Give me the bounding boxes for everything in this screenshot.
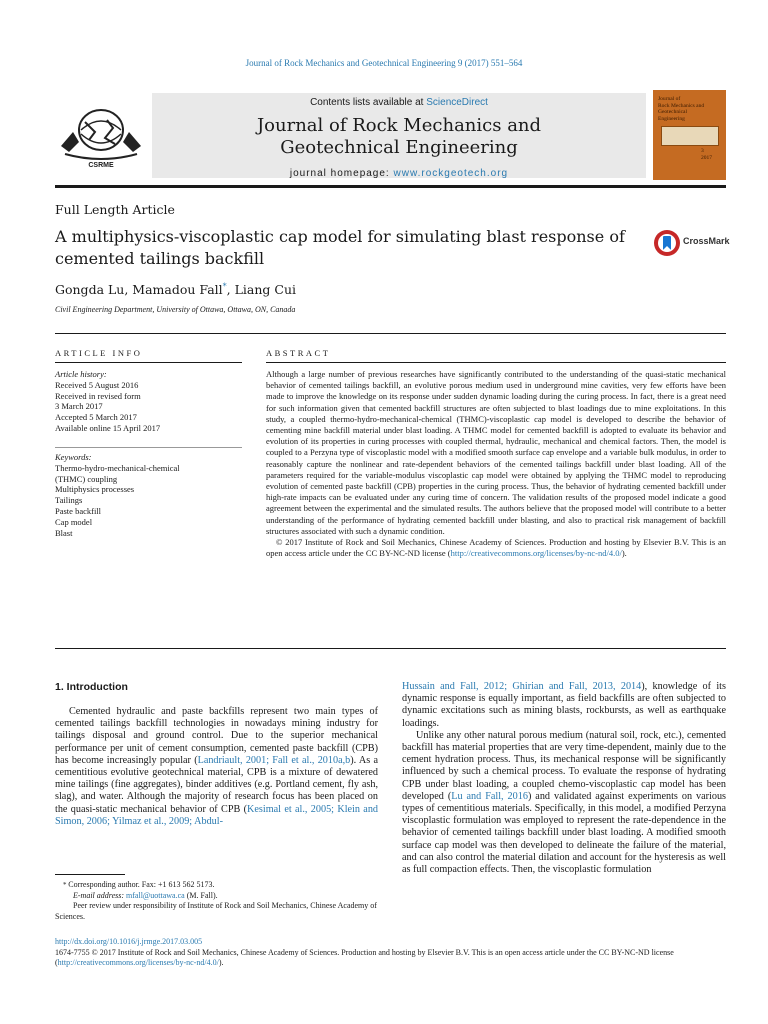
bottom-license-link[interactable]: http://creativecommons.org/licenses/by-nc-nd/4.0/ bbox=[57, 958, 219, 967]
peer-review-note: Peer review under responsibility of Institute of Rock and Soil Mechanics, Chinese Academy of Sciences. bbox=[55, 901, 377, 921]
intro-text: ). As a cementitious evolutive geotechnical material, CPB is a mixture of dewatered mine tailings (fine aggregates), binder additives (e.g. Portland cement, fly ash, slag), and water. Although the majority of research focus has been placed on the quasi-static mechanical behavior of CPB ( bbox=[55, 754, 378, 815]
logo-text: CSRME bbox=[88, 162, 114, 169]
email-suffix: (M. Fall). bbox=[184, 890, 218, 900]
footnote bbox=[55, 880, 378, 922]
intro-text: Cemented hydraulic and paste backfills represent two main types of cemented tailings backfill technologies in nowadays mining industry for tailings disposal and ground control. Due to the superior mechanical performance per unit of cement consumption, cemented paste backfill (CPB) has become increasingly popular ( bbox=[55, 706, 378, 766]
crossmark-icon bbox=[652, 228, 682, 258]
intro-text: ) and validated against experiments on various types of cementitious materials. Specifically, in this model, a modified Perzyna viscoplastic formulation was employed to represent the rate-dependence in the behavior of cemented tailings backfill under blast loading. A modified smooth surface cap model was then developed to delineate the failure of the material, and can also control the material dilation and account for the hysteresis as well as full compaction effects. Then, the viscoplastic formulation bbox=[402, 790, 727, 876]
history-item: Accepted 5 March 2017 bbox=[55, 412, 137, 423]
article-info-rule bbox=[55, 362, 242, 363]
keyword-item: Multiphysics processes bbox=[55, 484, 135, 495]
crossmark-label: CrossMark bbox=[683, 236, 730, 246]
corresponding-author-mark[interactable]: * bbox=[222, 282, 227, 291]
intro-paragraph bbox=[402, 681, 726, 730]
keywords-label: Keywords: bbox=[55, 452, 92, 462]
cover-issue-number: 3 bbox=[701, 148, 704, 154]
keyword-item: (THMC) coupling bbox=[55, 473, 118, 484]
intro-text: ), knowledge of its dynamic response is equally important, as field backfills are often subjected to dynamic excitations such as mining blasts, rockbursts, as well as earthquake loadings. bbox=[402, 681, 726, 729]
cover-issue-year: 2017 bbox=[701, 154, 712, 161]
journal-banner bbox=[55, 90, 726, 180]
abstract-bottom-rule bbox=[55, 648, 726, 649]
abstract-copyright bbox=[266, 537, 726, 559]
history-item: Received 5 August 2016 bbox=[55, 379, 139, 390]
history-label: Article history: bbox=[55, 369, 107, 379]
abstract-body bbox=[266, 369, 726, 559]
keyword-item: Thermo-hydro-mechanical-chemical bbox=[55, 462, 180, 473]
contents-prefix: Contents lists available at bbox=[310, 97, 427, 108]
cover-title bbox=[658, 96, 722, 122]
intro-paragraph bbox=[402, 730, 726, 876]
authors-first: Gongda Lu, Mamadou Fall bbox=[55, 282, 223, 298]
abstract-rule bbox=[266, 362, 726, 363]
keyword-item: Paste backfill bbox=[55, 505, 102, 516]
article-history bbox=[55, 369, 242, 434]
intro-right-column bbox=[402, 681, 726, 876]
contents-line bbox=[152, 97, 646, 108]
intro-paragraph bbox=[55, 706, 378, 828]
journal-title bbox=[152, 115, 646, 159]
bottom-info bbox=[55, 937, 726, 969]
citation-link[interactable]: Kesimal et al., 2005; Klein and Simon, 2006; Yilmaz et al., 2009; Abdul- bbox=[55, 803, 379, 827]
article-type: Full Length Article bbox=[55, 202, 175, 217]
cover-title-line1: Journal of bbox=[658, 96, 681, 102]
cover-title-line2: Rock Mechanics and bbox=[658, 102, 705, 109]
citation-link[interactable]: Lu and Fall, 2016 bbox=[451, 790, 528, 802]
history-item: Available online 15 April 2017 bbox=[55, 422, 161, 433]
keyword-item: Blast bbox=[55, 527, 73, 538]
banner-center bbox=[152, 93, 646, 178]
journal-title-line2: Geotechnical Engineering bbox=[280, 137, 518, 158]
homepage-prefix: journal homepage: bbox=[289, 168, 394, 179]
license-end: ). bbox=[218, 958, 224, 967]
keywords-rule bbox=[55, 447, 242, 448]
journal-reference: Journal of Rock Mechanics and Geotechnical Engineering 9 (2017) 551–564 bbox=[245, 58, 523, 68]
history-item: Received in revised form bbox=[55, 390, 141, 401]
license-link-part1[interactable]: http://creativecommons.org/ bbox=[450, 548, 547, 559]
cover-title-line3: Geotechnical bbox=[658, 109, 688, 115]
footnote-rule bbox=[55, 874, 125, 875]
citation-link[interactable]: Landriault, 2001; Fall et al., 2010a,b bbox=[197, 754, 351, 766]
copyright-end: ). bbox=[621, 548, 627, 559]
corresponding-text: Corresponding author. Fax: +1 613 562 5173. bbox=[68, 880, 215, 889]
email-line bbox=[55, 891, 378, 902]
corresponding-author-note: * Corresponding author. Fax: +1 613 562 5173. bbox=[63, 880, 215, 889]
cover-figure bbox=[661, 126, 719, 146]
intro-left-column bbox=[55, 706, 378, 828]
crossmark-badge[interactable] bbox=[652, 228, 732, 260]
affiliation: Civil Engineering Department, University of Ottawa, Ottawa, ON, Canada bbox=[55, 305, 296, 314]
cover-issue bbox=[701, 148, 712, 161]
homepage-link[interactable]: www.rockgeotech.org bbox=[393, 168, 509, 179]
csrme-logo bbox=[55, 102, 147, 172]
keyword-item: Tailings bbox=[55, 495, 83, 506]
article-info-heading: ARTICLE INFO bbox=[55, 348, 143, 358]
history-item: 3 March 2017 bbox=[55, 401, 103, 412]
keyword-item: Cap model bbox=[55, 516, 93, 527]
article-title: A multiphysics-viscoplastic cap model for simulating blast response of cemented tailings backfill bbox=[55, 227, 625, 268]
header-rule bbox=[55, 185, 726, 188]
citation-link[interactable]: Hussain and Fall, 2012; Ghirian and Fall, 2013, 2014 bbox=[402, 681, 642, 692]
homepage-line bbox=[152, 168, 646, 179]
section-heading-introduction: 1. Introduction bbox=[55, 681, 128, 693]
keywords bbox=[55, 452, 242, 538]
cover-title-line4: Engineering bbox=[658, 115, 685, 122]
license-link-part2[interactable]: licenses/by-nc-nd/4.0/ bbox=[546, 548, 622, 559]
abstract-heading: ABSTRACT bbox=[266, 348, 331, 358]
doi-link[interactable]: http://dx.doi.org/10.1016/j.jrmge.2017.03.005 bbox=[55, 937, 203, 946]
intro-text: Unlike any other natural porous medium (natural soil, rock, etc.), cemented backfill has material properties that are very time-dependent, mainly due to the cement hydration process. Thus, its mechanical response will be significantly influenced by such a chemical process. To evaluate the response of hydrating CPB under blast loading, a coupled chemo-viscoplastic cap model has been developed ( bbox=[402, 729, 726, 802]
journal-title-line1: Journal of Rock Mechanics and bbox=[256, 115, 542, 136]
issn-line bbox=[55, 948, 726, 969]
sciencedirect-link[interactable]: ScienceDirect bbox=[426, 97, 488, 108]
journal-cover-image bbox=[653, 90, 726, 180]
abstract-paragraph: Although a large number of previous researches have significantly contributed to the understanding of the quasi-static mechanical behavior of cemented tailings backfill, an evolutive porous medium used in underground mine cavities, very few efforts have been made to improve the knowledge on its response under sudden dynamic loading during the curing process. In fact, there is a great need for such information given that cemented backfill structures are often subjected to blast loadings due to mine exploitations. In this study, a coupled thermo-hydro-mechanical-chemical (THMC)-viscoplastic cap model is developed to describe the behavior of cementing mine backfill material under blast loading. A THMC model for cemented backfill is adopted to evaluate its behavior and evolution of its properties in curing processes with coupled thermal, hydraulic, mechanical and chemical factors. Then, the model is coupled to a Perzyna type of viscoplastic model with a modified smooth surface cap envelope and a variable bulk modulus, in order to reasonably capture the nonlinear and rate-dependent behaviors of the cemented tailings backfill under blast loading. All of the parameters required for the variable-modulus viscoplastic cap model were obtained by applying the THMC model to reproducing evolution of cemented paste backfill (CPB) properties in the curing process. Thus, the behavior of hydrating cemented backfill under high-rate impacts can be evaluated under any curing time of concern. The validation results of the proposed model indicate a good agreement between the experimental and the simulated results. The authors believe that the proposed model will contribute to a better understanding of the performance of hydrating cemented backfill under blasting, and also to practical risk management of backfill structures associated with such a dynamic condition. bbox=[266, 369, 726, 536]
email-link[interactable]: mfall@uottawa.ca bbox=[126, 890, 185, 900]
copyright-text: © 2017 Institute of Rock and Soil Mechanics, Chinese Academy of Sciences. Production and hosting by Elsevier B.V. This is an open access article under the CC BY-NC-ND license ( bbox=[266, 537, 726, 559]
authors bbox=[55, 282, 296, 297]
email-label: E-mail address: bbox=[73, 890, 127, 900]
issn-text: 1674-7755 © 2017 Institute of Rock and Soil Mechanics, Chinese Academy of Sciences. Production and hosting by Elsevier B.V. This is an open access article under the CC BY-NC-ND license ( bbox=[55, 947, 674, 967]
title-rule bbox=[55, 333, 726, 334]
authors-rest: , Liang Cui bbox=[226, 282, 297, 298]
